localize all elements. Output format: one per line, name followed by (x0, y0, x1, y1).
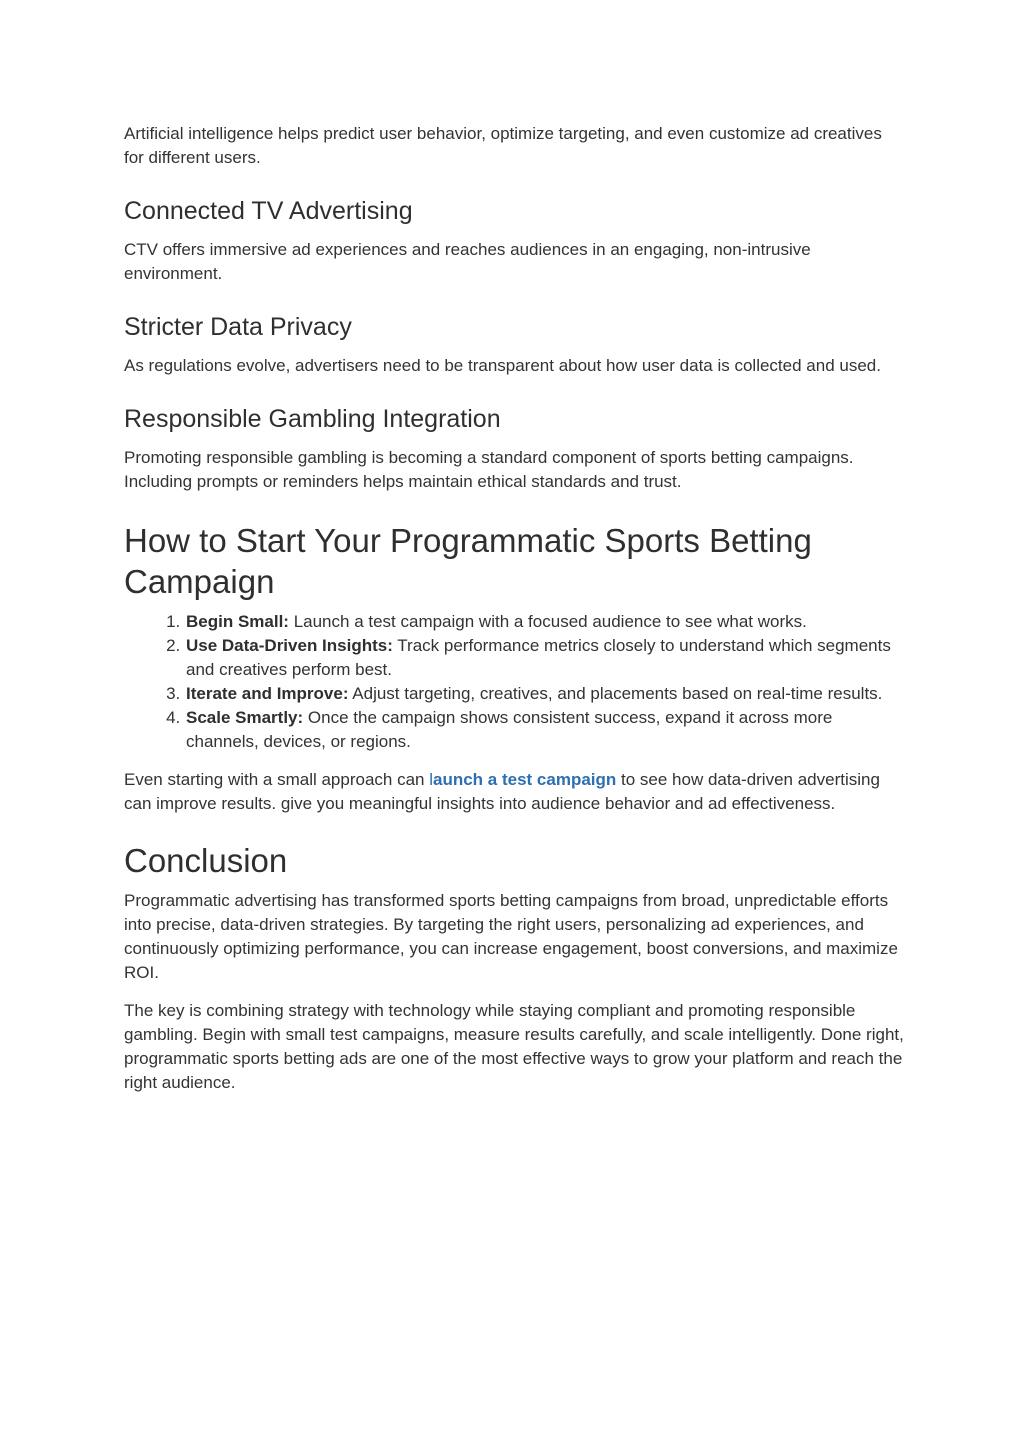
step-title: Use Data-Driven Insights: (186, 636, 393, 655)
link-text: aunch a test campaign (433, 770, 617, 789)
heading-connected-tv: Connected TV Advertising (124, 197, 413, 225)
campaign-closing-paragraph (124, 768, 906, 816)
step-title: Begin Small: (186, 612, 289, 631)
closing-text-before: Even starting with a small approach can (124, 770, 430, 789)
heading-conclusion: Conclusion (124, 842, 288, 879)
heading-data-privacy: Stricter Data Privacy (124, 313, 352, 341)
link-first-letter: l (429, 770, 433, 789)
closing-text-after: to see how data-driven advertising can improve results. give you meaningful insights into audience behavior and ad effectiveness. (124, 770, 880, 813)
paragraph-data-privacy: As regulations evolve, advertisers need to be transparent about how user data is collected and used. (124, 356, 881, 375)
conclusion-paragraph-2: The key is combining strategy with technology while staying compliant and promoting responsible gambling. Begin with small test campaigns, measure results carefully, and scale intelligently. Done right, programmatic sports betting ads are one of the most effective ways to grow your platform and reach the right audience. (124, 1001, 904, 1092)
step-text: Track performance metrics closely to understand which segments and creatives perform best. (186, 636, 891, 679)
campaign-steps-list (124, 610, 906, 754)
launch-test-campaign-link[interactable] (429, 770, 616, 789)
heading-start-campaign: How to Start Your Programmatic Sports Betting Campaign (124, 522, 812, 600)
heading-responsible-gambling: Responsible Gambling Integration (124, 405, 501, 433)
list-item (185, 682, 906, 706)
list-item (185, 610, 906, 634)
step-text: Once the campaign shows consistent success, expand it across more channels, devices, or regions. (186, 708, 833, 751)
step-text: Launch a test campaign with a focused audience to see what works. (288, 612, 807, 631)
list-item (185, 706, 906, 754)
paragraph-responsible-gambling: Promoting responsible gambling is becoming a standard component of sports betting campaigns. Including prompts or reminders helps maintain ethical standards and trust. (124, 448, 854, 491)
conclusion-paragraph-1: Programmatic advertising has transformed sports betting campaigns from broad, unpredictable efforts into precise, data-driven strategies. By targeting the right users, personalizing ad experiences, and continuously optimizing performance, you can increase engagement, boost conversions, and maximize ROI. (124, 891, 898, 982)
step-text: Adjust targeting, creatives, and placements based on real-time results. (348, 684, 883, 703)
intro-paragraph: Artificial intelligence helps predict user behavior, optimize targeting, and even customize ad creatives for different users. (124, 124, 882, 167)
step-title: Scale Smartly: (186, 708, 304, 727)
list-item (185, 634, 906, 682)
paragraph-connected-tv: CTV offers immersive ad experiences and reaches audiences in an engaging, non-intrusive environment. (124, 240, 811, 283)
step-title: Iterate and Improve: (186, 684, 349, 703)
